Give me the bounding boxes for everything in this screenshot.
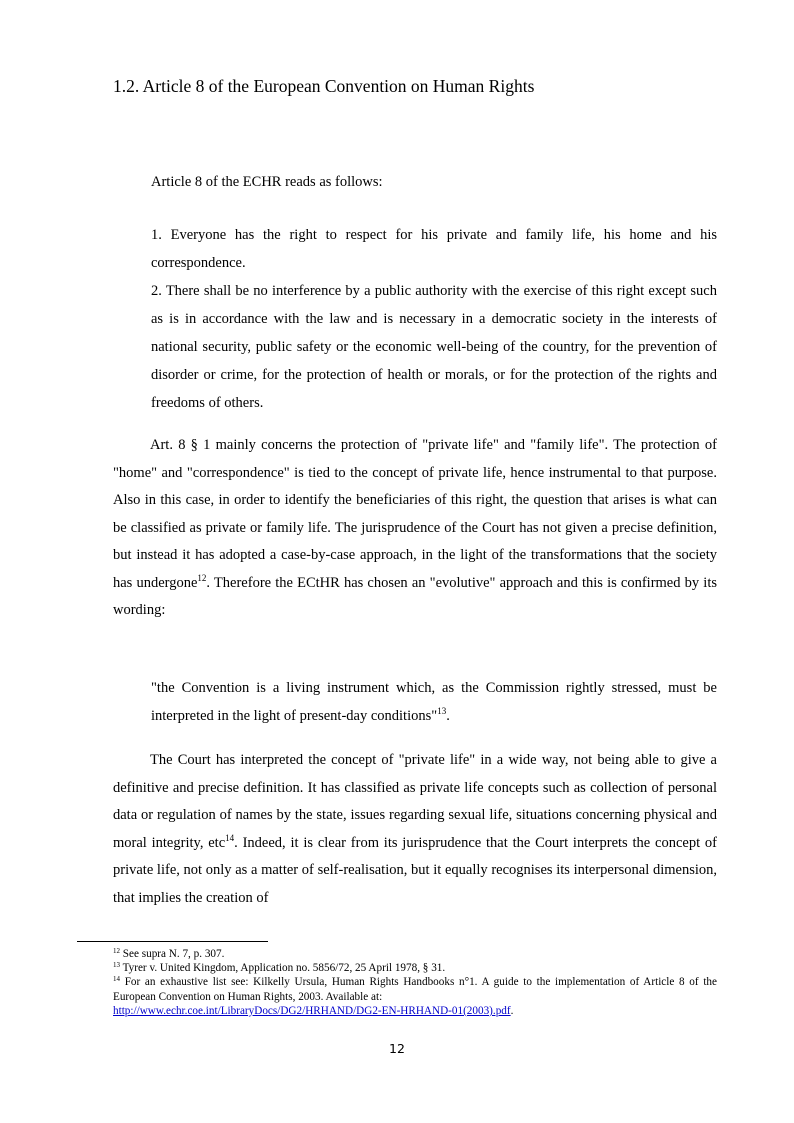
article-text (151, 221, 717, 417)
body-paragraph-1: Art. 8 § 1 mainly concerns the protection of "private life" and "family life". The protection of "home" and "correspondence" is tied to the concept of private life, hence instrumental to that purpose. Also in this case, in order to identify the beneficiaries of this right, the question that arises is what can be classified as private or family life. The jurisprudence of the Court has not given a precise definition, but instead it has adopted a case-by-case approach, in the light of the transformations that the society has undergone$^{12}$. Therefore the ECtHR has chosen an "evolutive" approach and this is confirmed by its wording: (113, 437, 717, 618)
footnotes (113, 947, 717, 1018)
page-number: 12 (389, 1041, 405, 1056)
article-item-1: 1. Everyone has the right to respect for his private and family life, his home and his correspondence. (151, 227, 717, 271)
article-item-2: 2. There shall be no interference by a public authority with the exercise of this right except such as is in accordance with the law and is necessary in a democratic society in the interests of national security, public safety or the economic well-being of the country, for the prevention of disorder or crime, for the protection of health or morals, or for the protection of the rights and freedoms of others. (151, 283, 717, 411)
footnote-separator (77, 941, 268, 942)
court-quote: "the Convention is a living instrument which, as the Commission rightly stressed, must be interpreted in the light of present-day conditions"$^{13}$. (151, 680, 717, 724)
footnote-link[interactable]: http://www.echr.coe.int/LibraryDocs/DG2/HRHAND/DG2-EN-HRHAND-01(2003).pdf (113, 1004, 511, 1017)
footnote-ref-12[interactable]: 12 (197, 572, 207, 583)
footnote-12: $^{12}$ See supra N. 7, p. 307. (113, 947, 225, 960)
intro-line: Article 8 of the ECHR reads as follows: (151, 174, 383, 190)
footnote-13: $^{13}$ Tyrer v. United Kingdom, Application no. 5856/72, 25 April 1978, § 31. (113, 961, 446, 975)
footnote-ref-13[interactable]: 13 (437, 706, 447, 716)
footnote-14: $^{14}$ For an exhaustive list see: Kilkelly Ursula, Human Rights Handbooks n°1. A guide to the implementation of Article 8 of the European Convention on Human Rights, 2003. Available at: http://www.echr.coe.int/LibraryDocs/DG2/HRHAND/DG2-EN-HRHAND-01(2003).pdf. (113, 975, 717, 1017)
footnote-ref-14[interactable]: 14 (225, 832, 235, 843)
section-heading: 1.2. Article 8 of the European Convention on Human Rights (113, 76, 535, 96)
body-paragraph-2: The Court has interpreted the concept of "private life" in a wide way, not being able to give a definitive and precise definition. It has classified as private life concepts such as collection of personal data or regulation of names by the state, issues regarding sexual life, situations concerning physical and moral integrity, etc$^{14}$. Indeed, it is clear from its jurisprudence that the Court interprets the concept of private life, not only as a matter of self-realisation, but it equally recognises its interpersonal dimension, that implies the creation of (113, 752, 717, 906)
